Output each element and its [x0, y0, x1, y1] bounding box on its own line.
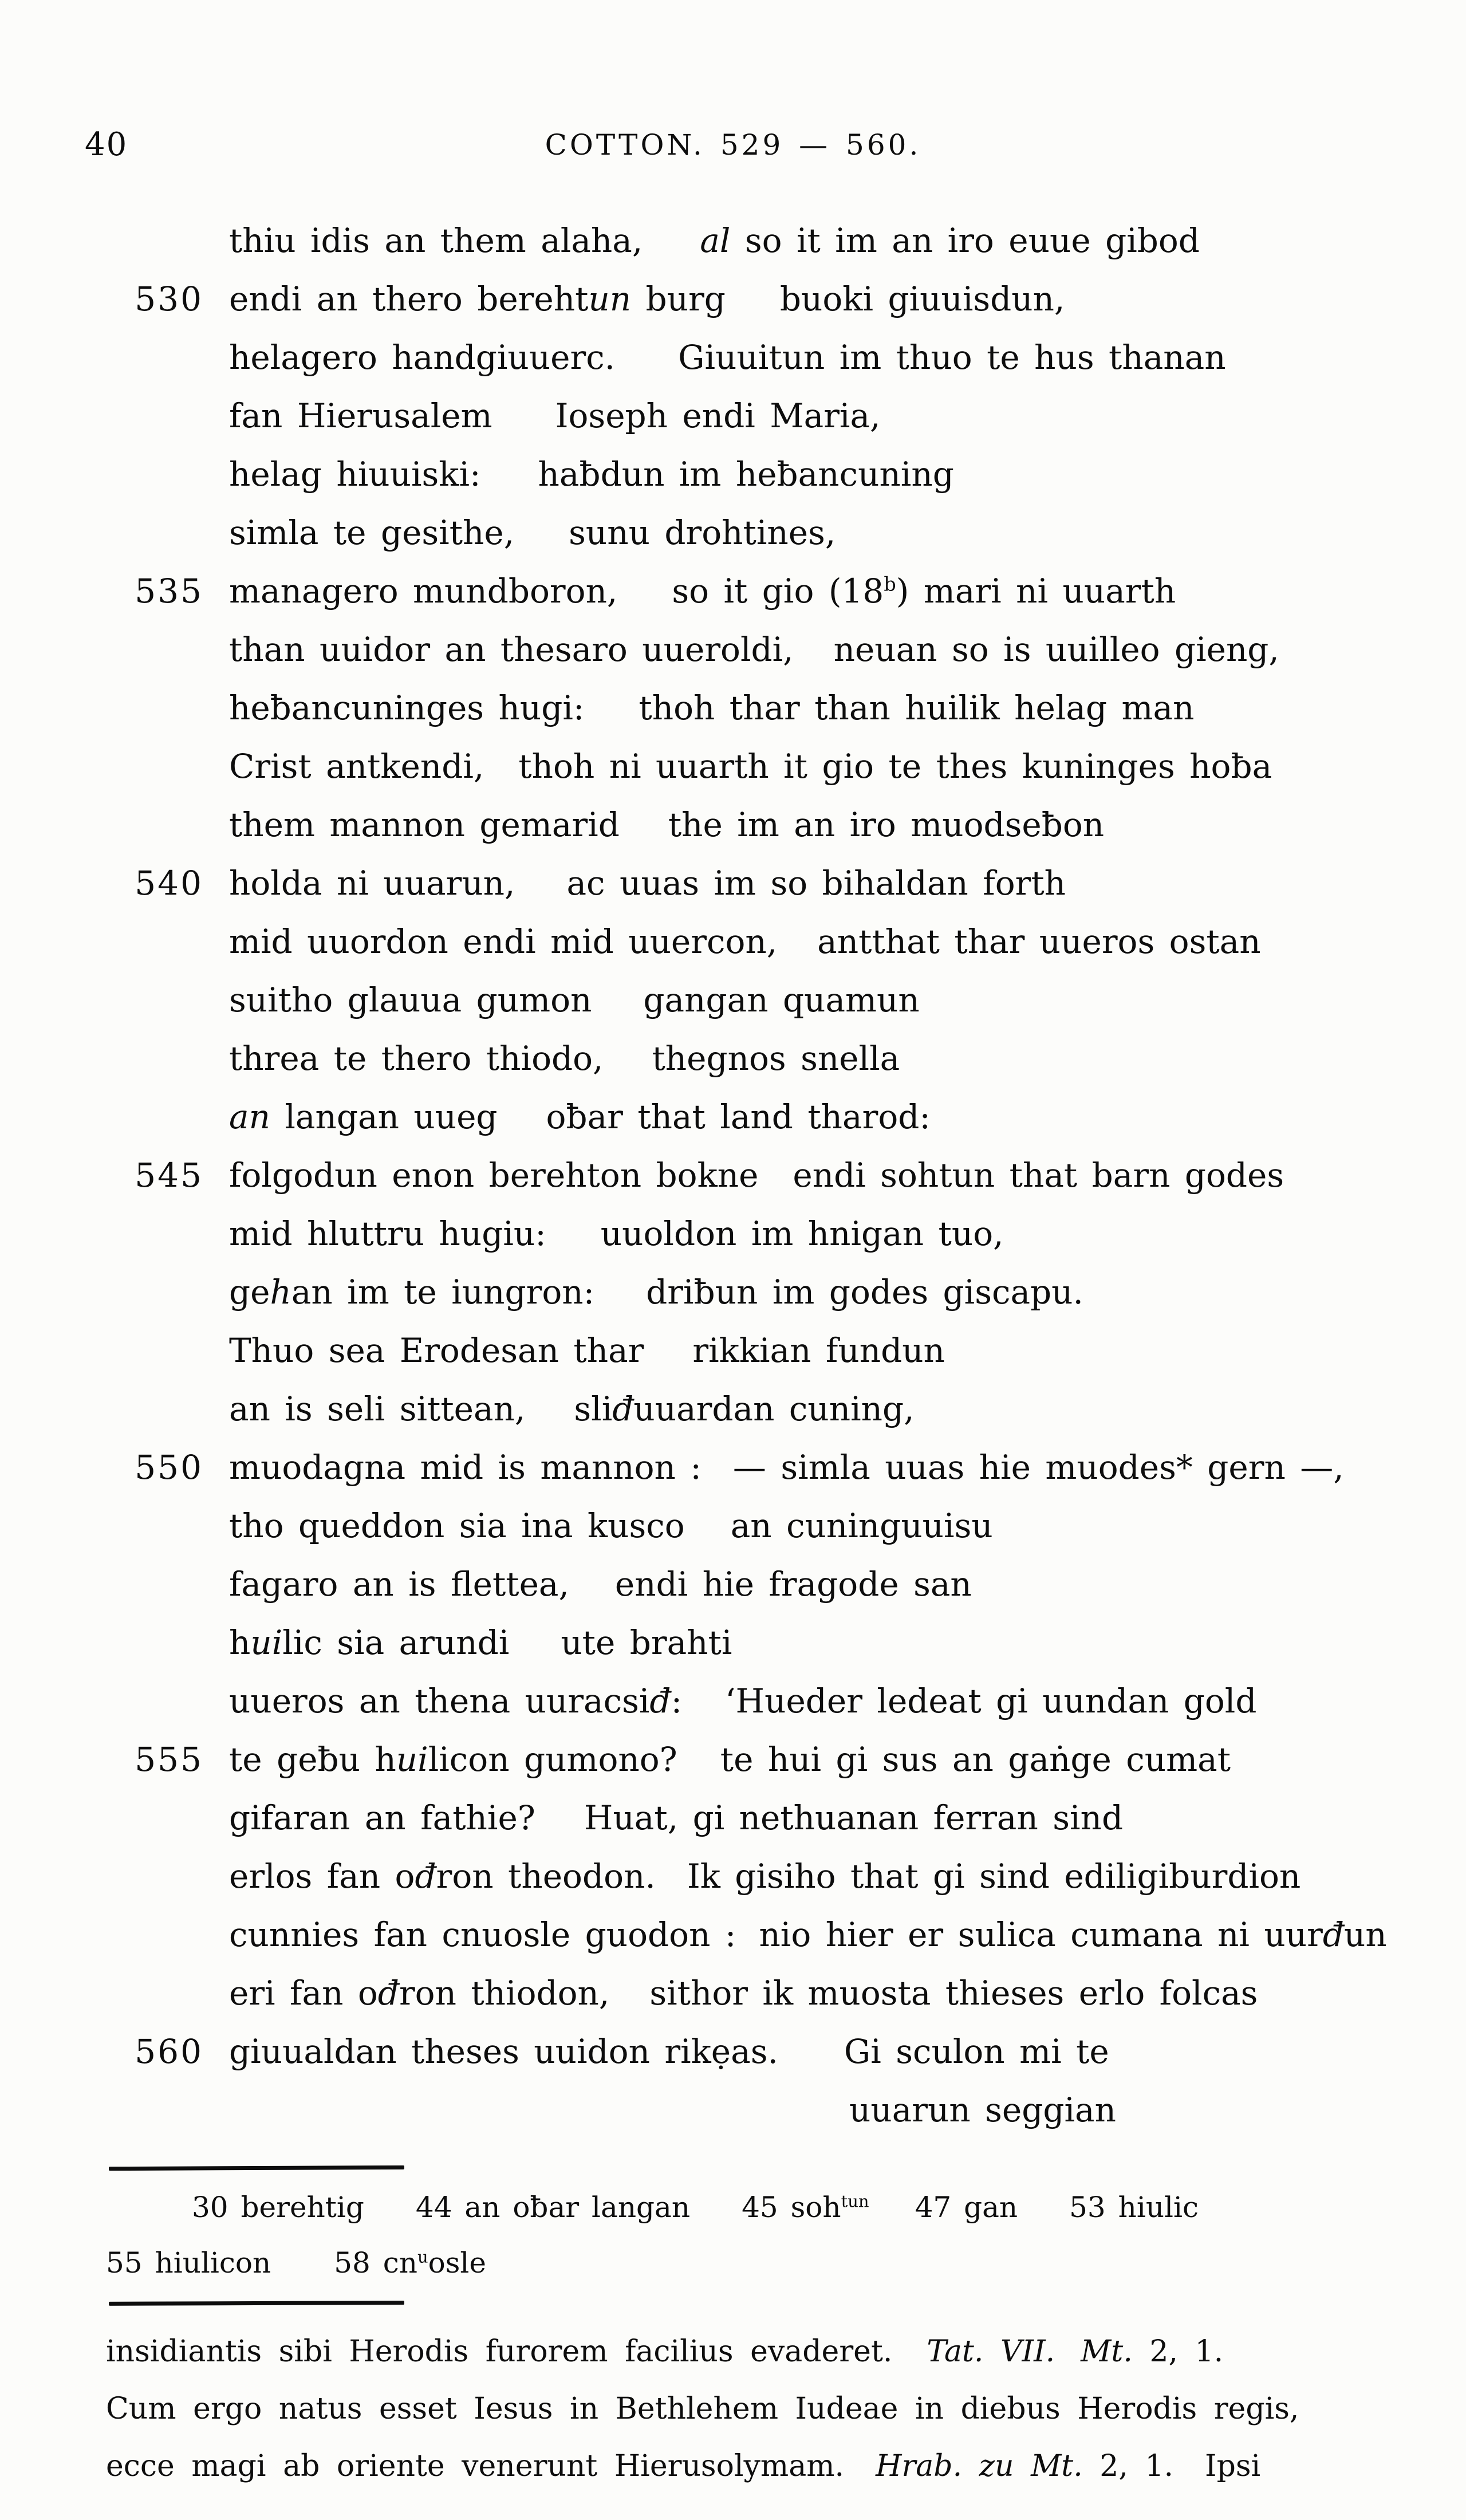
text-segment: uuoldon im hnigan tuo,	[600, 1214, 1004, 1253]
text-segment: an is seli sittean,	[229, 1389, 526, 1428]
verse-text	[229, 1915, 1387, 1954]
verse-line	[0, 2081, 1466, 2139]
text-segment: an im te iungron:	[291, 1273, 595, 1312]
verse-line	[0, 1613, 1466, 1672]
emended-text-segment: an	[229, 1097, 270, 1136]
caesura-gap	[702, 1478, 733, 1479]
verse-line	[0, 1847, 1466, 1905]
text-segment: ron theodon.	[436, 1857, 656, 1896]
text-segment: Giuuitun im thuo te hus thanan	[678, 338, 1226, 377]
text-segment: Crist antkendi,	[229, 747, 484, 786]
verse-line	[0, 2022, 1466, 2081]
text-segment: mid hluttru hugiu:	[229, 1214, 546, 1253]
text-segment: 55 hiulicon	[106, 2246, 271, 2279]
emended-text-segment: Tat. VII.	[927, 2334, 1055, 2369]
verse-text	[229, 1623, 732, 1662]
verse-text	[229, 2032, 1109, 2071]
verse-line	[0, 562, 1466, 620]
text-segment: osle	[428, 2246, 486, 2279]
text-segment: the im an iro muodseƀon	[668, 805, 1105, 844]
verse-line	[0, 1321, 1466, 1380]
text-segment: langan uueg	[270, 1097, 498, 1136]
text-segment: helagero handgiuuerc.	[229, 338, 616, 377]
verse-line	[0, 1146, 1466, 1204]
verse-block	[0, 211, 1466, 2139]
text-segment: rikkian fundun	[692, 1331, 945, 1370]
verse-text	[229, 1331, 945, 1370]
superscript-segment: tun	[841, 2191, 869, 2211]
emended-text-segment: un	[588, 279, 632, 318]
caesura-gap	[690, 2216, 742, 2217]
verse-text	[229, 1565, 972, 1604]
emended-text-segment: Mt.	[1081, 2334, 1133, 2369]
verse-line	[0, 1905, 1466, 1964]
text-segment: Gi sculon mi te	[844, 2032, 1109, 2071]
verse-line	[0, 796, 1466, 854]
text-segment: muodagna mid is mannon :	[229, 1448, 702, 1487]
text-segment: endi sohtun that barn godes	[793, 1156, 1284, 1195]
text-segment: endi hie fragode san	[614, 1565, 972, 1604]
caesura-gap	[1018, 2216, 1069, 2217]
caesura-gap	[677, 1770, 720, 1771]
caesura-gap	[603, 1069, 652, 1070]
text-segment: thoh thar than huilik helag man	[639, 688, 1195, 727]
text-segment: 58 cn	[334, 2246, 417, 2279]
footnote-line	[0, 2235, 1466, 2291]
text-segment: suitho glauua gumon	[229, 981, 592, 1019]
verse-line-number: 545	[135, 1156, 203, 1195]
text-segment: fan Hierusalem	[229, 396, 492, 435]
caesura-gap	[515, 894, 566, 895]
text-segment: ge	[229, 1273, 270, 1312]
verse-text	[229, 221, 1200, 260]
verse-text	[229, 1798, 1123, 1837]
text-segment: folgodun enon berehton bokne	[229, 1156, 759, 1195]
text-segment: sithor ik muosta thieses erlo folcas	[649, 1974, 1258, 2013]
text-segment: uuarun seggian	[849, 2090, 1116, 2129]
verse-text	[229, 922, 1261, 961]
emended-text-segment: al	[700, 221, 731, 260]
verse-text	[229, 981, 920, 1019]
text-segment: buoki giuuisdun,	[779, 279, 1065, 318]
text-segment: simla te gesithe,	[229, 513, 515, 552]
verse-line	[0, 1438, 1466, 1497]
footnote-line	[0, 2323, 1466, 2380]
verse-text	[229, 396, 880, 435]
text-segment: than uuidor an thesaro uueroldi,	[229, 630, 794, 669]
verse-line-number: 560	[135, 2032, 203, 2071]
text-segment: — simla uuas hie muodes* gern —,	[732, 1448, 1344, 1487]
caesura-gap	[617, 602, 672, 603]
verse-text	[229, 747, 1272, 786]
caesura-gap	[643, 251, 700, 252]
caesura-gap	[509, 1653, 561, 1654]
verse-text	[229, 805, 1104, 844]
verse-line	[0, 1497, 1466, 1555]
verse-text	[229, 1214, 1004, 1253]
text-segment: gifaran an fathie?	[229, 1798, 535, 1837]
caesura-gap	[656, 1887, 687, 1888]
text-segment: haƀdun im heƀancuning	[538, 455, 954, 494]
text-segment: h	[229, 1623, 251, 1662]
verse-text	[229, 455, 954, 494]
footnote-rule-bottom	[109, 2301, 404, 2306]
page-header	[0, 125, 1466, 165]
verse-line	[0, 679, 1466, 737]
text-segment: neuan so is uuilleo gieng,	[833, 630, 1279, 669]
verse-line	[0, 620, 1466, 679]
text-segment: Thuo sea Erodesan thar	[229, 1331, 644, 1370]
verse-text	[229, 572, 1176, 611]
text-segment: 45 soh	[742, 2191, 841, 2224]
running-title: COTTON. 529 — 560.	[545, 128, 921, 162]
text-segment: Ipsi	[1205, 2449, 1261, 2483]
text-segment: insidiantis sibi Herodis furorem facilius evaderet.	[106, 2334, 893, 2369]
caesura-gap	[484, 777, 518, 778]
text-segment: 47 gan	[915, 2191, 1018, 2224]
verse-line	[0, 328, 1466, 387]
verse-line-number: 530	[135, 279, 203, 318]
verse-line-number: 540	[135, 864, 203, 903]
caesura-gap	[615, 368, 678, 369]
verse-line-number: 555	[135, 1740, 203, 1779]
caesura-gap	[594, 1303, 646, 1304]
verse-text	[229, 1682, 1256, 1720]
caesura-gap	[271, 2272, 334, 2273]
caesura-gap	[1173, 2475, 1205, 2476]
verse-text	[229, 1156, 1284, 1195]
text-segment: Cum ergo natus esset Iesus in Bethlehem Iudeae in diebus Herodis regis,	[106, 2392, 1299, 2426]
emended-text-segment: ui	[396, 1740, 428, 1779]
text-segment: them mannon gemarid	[229, 805, 620, 844]
text-segment: thoh ni uuarth it gio te thes kuninges hoƀa	[518, 747, 1272, 786]
caesura-gap	[869, 2216, 915, 2217]
verse-line	[0, 1964, 1466, 2022]
text-segment: 30 berehtig	[192, 2191, 364, 2224]
verse-line-number: 535	[135, 572, 203, 611]
footnote-line	[0, 2380, 1466, 2438]
verse-line	[0, 503, 1466, 562]
text-segment: erlos fan o	[229, 1857, 415, 1896]
emended-text-segment: đ	[377, 1974, 399, 2013]
text-segment: threa te thero thiodo,	[229, 1039, 604, 1078]
emended-text-segment: đ	[649, 1682, 671, 1720]
verse-line-number: 550	[135, 1448, 203, 1487]
text-segment: te geƀu h	[229, 1740, 396, 1779]
verse-line	[0, 1263, 1466, 1321]
text-segment: tho queddon sia ina kusco	[229, 1506, 685, 1545]
text-segment: :	[671, 1682, 683, 1720]
text-segment: ron thiodon,	[399, 1974, 610, 2013]
caesura-gap	[758, 1186, 793, 1187]
verse-line	[0, 1789, 1466, 1847]
footnote-rule-top	[109, 2165, 404, 2171]
text-segment: sunu drohtines,	[569, 513, 836, 552]
superscript-segment: u	[417, 2247, 428, 2267]
text-segment: uueros an thena uuracsi	[229, 1682, 650, 1720]
verse-line	[0, 1672, 1466, 1730]
caesura-gap	[844, 2475, 876, 2476]
verse-text	[229, 1740, 1231, 1779]
verse-line	[0, 387, 1466, 445]
verse-text	[229, 1273, 1083, 1312]
variant-apparatus	[0, 2180, 1466, 2291]
page-number: 40	[85, 126, 128, 163]
text-segment: ute brahti	[561, 1623, 732, 1662]
verse-line	[0, 912, 1466, 971]
text-segment: managero mundboron,	[229, 572, 618, 611]
verse-line	[0, 1204, 1466, 1263]
footnote-line	[0, 2180, 1466, 2235]
text-segment: ac uuas im so bihaldan forth	[566, 864, 1066, 903]
text-segment: heƀancuninges hugi:	[229, 688, 585, 727]
caesura-gap	[777, 952, 817, 953]
verse-text	[229, 864, 1066, 903]
verse-line	[0, 1555, 1466, 1613]
verse-text	[229, 1448, 1344, 1487]
text-segment: so it im an iro euue gibod	[730, 221, 1200, 260]
verse-line	[0, 854, 1466, 912]
verse-text	[229, 279, 1065, 318]
text-segment: uuardan cuning,	[633, 1389, 915, 1428]
verse-text	[229, 1974, 1258, 2013]
text-segment: burg	[631, 279, 726, 318]
text-segment: nio hier er sulica cumana ni uur	[759, 1915, 1323, 1954]
text-segment: Ik gisiho that gi sind ediligiburdion	[687, 1857, 1301, 1896]
text-segment: 2, 1.	[1082, 2449, 1174, 2483]
caesura-gap	[481, 485, 538, 486]
verse-line	[0, 1029, 1466, 1088]
text-segment: an cuninguuisu	[730, 1506, 993, 1545]
verse-line	[0, 270, 1466, 328]
text-segment: mid uuordon endi mid uuercon,	[229, 922, 778, 961]
caesura-gap	[609, 2004, 649, 2005]
text-segment: licon gumono?	[428, 1740, 677, 1779]
verse-line	[0, 737, 1466, 796]
text-segment: thiu idis an them alaha,	[229, 221, 643, 260]
caesura-gap	[569, 1595, 615, 1596]
caesura-gap	[778, 2062, 844, 2063]
text-segment: 2, 1.	[1132, 2334, 1224, 2369]
text-segment: 53 hiulic	[1069, 2191, 1199, 2224]
text-segment: Ioseph endi Maria,	[555, 396, 881, 435]
verse-line	[0, 445, 1466, 503]
verse-line	[0, 1088, 1466, 1146]
text-segment: holda ni uuarun,	[229, 864, 515, 903]
text-segment: 44 an oƀar langan	[415, 2191, 691, 2224]
text-segment: driƀun im godes giscapu.	[646, 1273, 1083, 1312]
verse-text	[229, 1857, 1301, 1896]
emended-text-segment: h	[270, 1273, 291, 1312]
text-segment: un	[1344, 1915, 1387, 1954]
text-segment: ) mari ni uuarth	[896, 572, 1176, 611]
caesura-gap	[794, 660, 834, 661]
emended-text-segment: đ	[1322, 1915, 1344, 1954]
verse-text	[849, 2090, 1116, 2129]
verse-text	[229, 1097, 931, 1136]
text-segment: lic sia arundi	[282, 1623, 510, 1662]
text-segment: endi an thero bereht	[229, 279, 589, 318]
emended-text-segment: đ	[415, 1857, 436, 1896]
text-segment: fagaro an is flettea,	[229, 1565, 569, 1604]
text-segment: cunnies fan cnuosle guodon :	[229, 1915, 736, 1954]
caesura-gap	[364, 2216, 416, 2217]
text-segment: oƀar that land tharod:	[546, 1097, 931, 1136]
emended-text-segment: đ	[612, 1389, 634, 1428]
text-segment: eri fan o	[229, 1974, 378, 2013]
text-segment: sli	[574, 1389, 613, 1428]
verse-line	[0, 1730, 1466, 1789]
footnote-line	[0, 2438, 1466, 2495]
verse-text	[229, 513, 836, 552]
text-segment: Huat, gi nethuanan ferran sind	[584, 1798, 1124, 1837]
text-segment: so it gio (18	[672, 572, 884, 611]
verse-text	[229, 630, 1279, 669]
verse-text	[229, 1039, 900, 1078]
verse-text	[229, 1506, 993, 1545]
text-segment: ‘Hueder ledeat gi uundan gold	[725, 1682, 1257, 1720]
emended-text-segment: ui	[250, 1623, 283, 1662]
verse-text	[229, 1389, 915, 1428]
verse-line	[0, 1380, 1466, 1438]
text-segment: thegnos snella	[652, 1039, 900, 1078]
text-segment: helag hiuuiski:	[229, 455, 481, 494]
superscript-segment: b	[884, 573, 896, 596]
text-segment: ecce magi ab oriente venerunt Hierusolymam.	[106, 2449, 845, 2483]
text-segment: antthat thar uueros ostan	[817, 922, 1261, 961]
text-segment: te hui gi sus an gaṅge cumat	[720, 1740, 1231, 1779]
emended-text-segment: Hrab. zu Mt.	[876, 2449, 1083, 2483]
caesura-gap	[644, 1361, 692, 1362]
verse-text	[229, 338, 1226, 377]
verse-text	[229, 688, 1194, 727]
text-segment: giuualdan theses uuidon rikẹas.	[229, 2032, 778, 2071]
verse-line	[0, 971, 1466, 1029]
text-segment: gangan quamun	[643, 981, 920, 1019]
latin-source-apparatus	[0, 2323, 1466, 2495]
verse-line	[0, 211, 1466, 270]
